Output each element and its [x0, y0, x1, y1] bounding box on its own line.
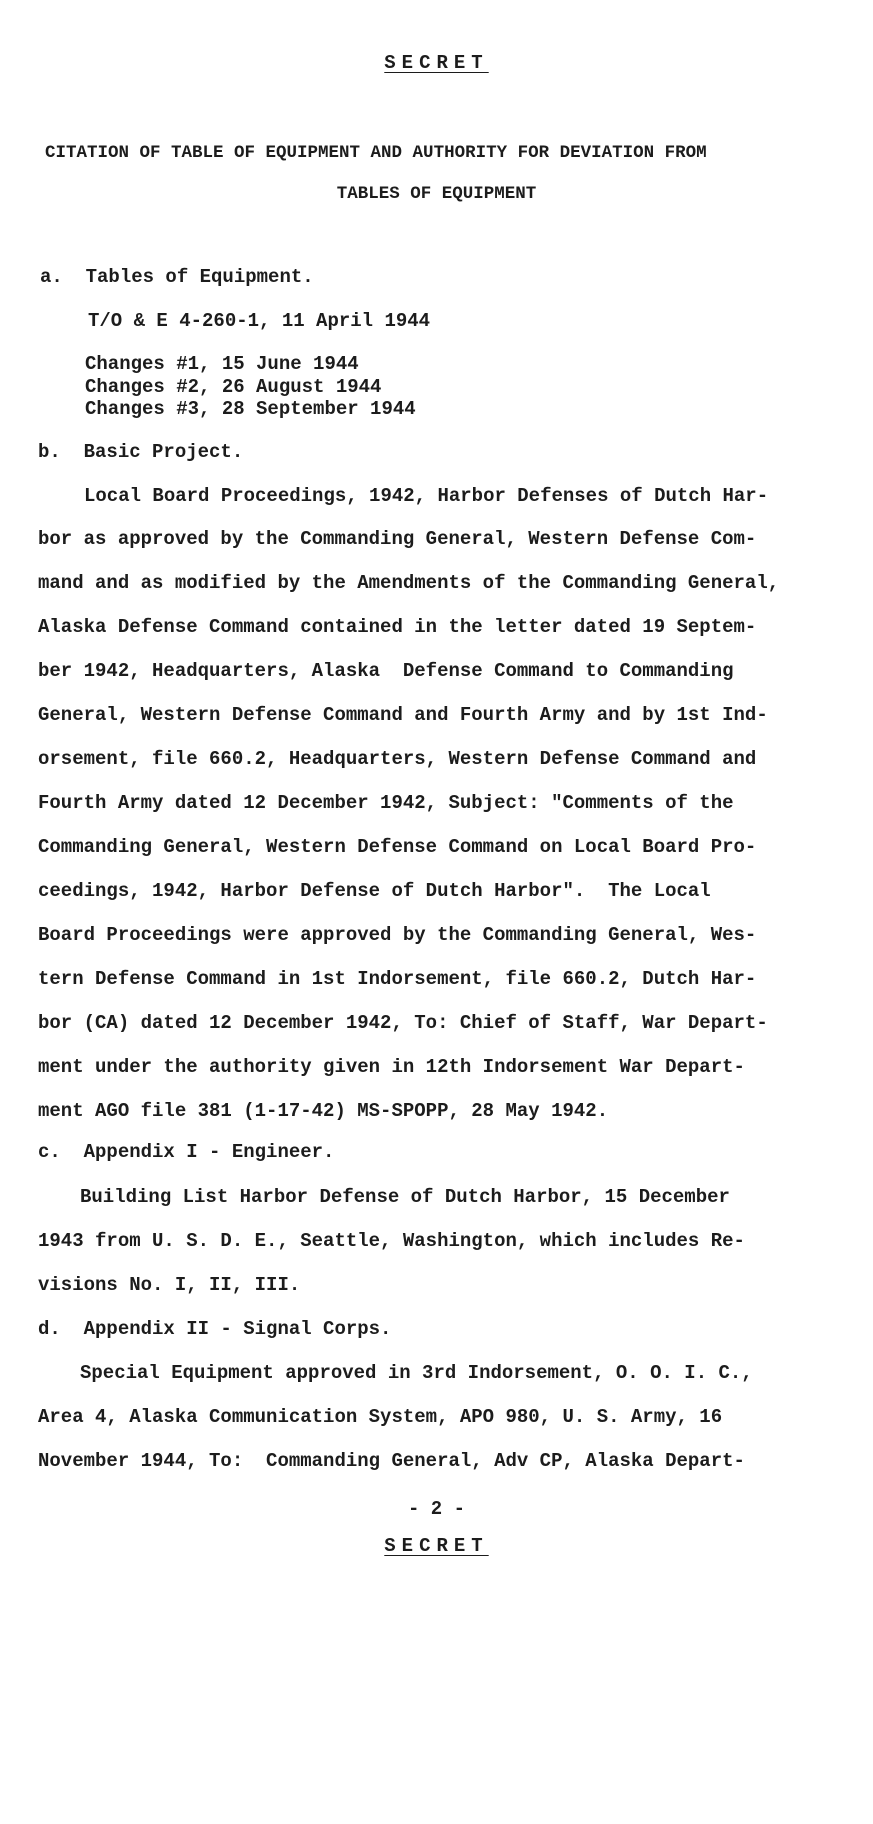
section-d-line: Area 4, Alaska Communication System, APO 980, U. S. Army, 16	[38, 1406, 723, 1428]
section-b-line: ment AGO file 381 (1-17-42) MS-SPOPP, 28 May 1942.	[38, 1100, 609, 1122]
title-line-2: TABLES OF EQUIPMENT	[336, 184, 537, 204]
section-a-change: Changes #3, 28 September 1944	[85, 398, 416, 420]
section-c-line: visions No. I, II, III.	[38, 1274, 301, 1296]
section-b-line: Alaska Defense Command contained in the letter dated 19 Septem-	[38, 616, 757, 638]
section-b-line: ment under the authority given in 12th Indorsement War Depart-	[38, 1056, 745, 1078]
section-b-line: Local Board Proceedings, 1942, Harbor Defenses of Dutch Har-	[84, 485, 769, 507]
classification-header: SECRET	[384, 52, 489, 74]
section-a-heading: a. Tables of Equipment.	[40, 266, 314, 288]
section-c-line: 1943 from U. S. D. E., Seattle, Washington, which includes Re-	[38, 1230, 745, 1252]
section-b-line: Board Proceedings were approved by the Commanding General, Wes-	[38, 924, 757, 946]
section-c-line: Building List Harbor Defense of Dutch Harbor, 15 December	[80, 1186, 730, 1208]
section-a-change: Changes #2, 26 August 1944	[85, 376, 382, 398]
section-a-change: Changes #1, 15 June 1944	[85, 353, 359, 375]
section-b-line: Fourth Army dated 12 December 1942, Subject: "Comments of the	[38, 792, 734, 814]
section-b-line: tern Defense Command in 1st Indorsement, file 660.2, Dutch Har-	[38, 968, 757, 990]
section-b-line: General, Western Defense Command and Fourth Army and by 1st Ind-	[38, 704, 768, 726]
section-b-line: bor (CA) dated 12 December 1942, To: Chief of Staff, War Depart-	[38, 1012, 768, 1034]
classification-footer: SECRET	[384, 1535, 489, 1557]
section-c-heading: c. Appendix I - Engineer.	[38, 1141, 335, 1163]
section-a-line: T/O & E 4-260-1, 11 April 1944	[88, 310, 431, 332]
section-d-heading: d. Appendix II - Signal Corps.	[38, 1318, 392, 1340]
title-line-1: CITATION OF TABLE OF EQUIPMENT AND AUTHORITY FOR DEVIATION FROM	[45, 143, 707, 163]
section-d-line: November 1944, To: Commanding General, Adv CP, Alaska Depart-	[38, 1450, 745, 1472]
section-b-heading: b. Basic Project.	[38, 441, 244, 463]
section-b-line: mand and as modified by the Amendments of the Commanding General,	[38, 572, 780, 594]
section-b-line: ber 1942, Headquarters, Alaska Defense Command to Commanding	[38, 660, 734, 682]
section-b-line: Commanding General, Western Defense Command on Local Board Pro-	[38, 836, 757, 858]
section-d-line: Special Equipment approved in 3rd Indorsement, O. O. I. C.,	[80, 1362, 753, 1384]
section-b-line: ceedings, 1942, Harbor Defense of Dutch Harbor". The Local	[38, 880, 711, 902]
section-b-line: orsement, file 660.2, Headquarters, Western Defense Command and	[38, 748, 757, 770]
section-b-line: bor as approved by the Commanding General, Western Defense Com-	[38, 528, 757, 550]
page-number: - 2 -	[407, 1498, 465, 1520]
